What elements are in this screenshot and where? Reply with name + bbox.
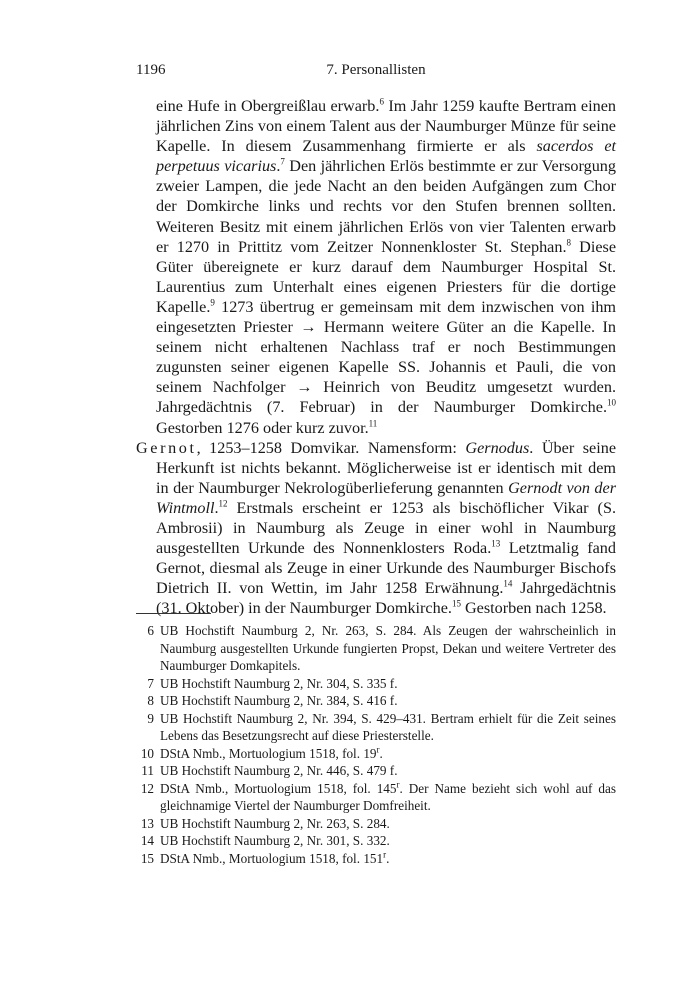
footnote-number: 7 [147,675,154,691]
text-run: , 1253–1258 Domvikar. Namensform: [196,438,466,457]
footnote [136,815,616,833]
footnote-ref[interactable]: 9 [210,297,215,308]
footnotes [136,622,616,867]
footnote-text: UB Hochstift Naumburg 2, Nr. 446, S. 479 f. [160,763,398,778]
footnote-number: 10 [140,745,154,761]
footnote-text-tail: . Der Name bezieht sich wohl auf das gleichnamige Viertel der Naumburger Domfreiheit. [160,780,616,813]
text-run: Erstmals erscheint er 1253 als bischöflicher Vikar (S. Ambrosii) in Naumburg als Zeuge in einer wohl in Naumburg ausgestellten Urkunde des Nonnenklosters Roda. [156,498,616,558]
running-title: 7. Personallisten [326,62,426,78]
text-run: Gestorben nach 1258. [460,599,607,618]
footnote-number: 6 [147,623,154,638]
footnote-number: 13 [140,815,154,831]
footnote-number: 12 [140,780,154,796]
footnote-ref[interactable]: 8 [566,237,571,248]
footnote-number: 11 [141,763,154,778]
footnote [136,745,616,763]
page-number: 1196 [136,62,166,78]
footnote-text: UB Hochstift Naumburg 2, Nr. 394, S. 429–431. Bertram erhielt für die Zeit seines Lebens das Besetzungsrecht auf diese Priesterstelle. [160,710,616,743]
footnote-text: UB Hochstift Naumburg 2, Nr. 384, S. 416 f. [160,693,398,708]
paragraph-bertram-continued [156,96,616,438]
folio-recto-mark: r [396,779,400,790]
text-run: Diese Güter übereignete er kurz darauf dem Naumburger Hospital St. Laurentius zum Unterhalt eines eigenen Priesters für die dortige Kapelle. [156,237,617,316]
text-run: . Über seine Herkunft ist nichts bekannt. Möglicherweise ist er identisch mit dem in der Naumburger Nekrologüberlieferung genannten [156,438,617,497]
text-run: . [214,498,219,517]
main-text [136,96,616,618]
text-run: . [276,157,281,176]
footnote-number: 14 [140,833,154,848]
footnote-ref[interactable]: 10 [607,398,616,409]
text-run: Gestorben 1276 oder kurz zuvor. [156,418,369,437]
footnote-text-tail: . [379,745,383,761]
text-run: Jahrgedächtnis (31. Oktober) in der Naumburger Domkirche. [156,579,616,618]
footnote-ref[interactable]: 15 [451,598,461,609]
footnote-text: UB Hochstift Naumburg 2, Nr. 301, S. 332. [160,833,390,848]
footnote [136,850,616,868]
text-run: 1273 übertrug er gemeinsam mit dem inzwischen von ihm eingesetzten Priester → Hermann weitere Güter an die Kapelle. In seinem nicht erhaltenen Nachlass traf er noch Bestimmungen zugunsten seiner eigenen Kapelle SS. Johannis et Pauli, die von seinem Nachfolger → Heinrich von Beuditz umgesetzt wurden. Jahrgedächtnis (7. Februar) in der Naumburger Domkirche. [156,297,616,417]
footnote-divider [136,613,211,614]
text-run: Im Jahr 1259 kaufte Bertram einen jährlichen Zins von einem Talent aus der Naumburger Münze für seine Kapelle. In diesem Zusammenhang firmierte er als [156,97,616,156]
footnote-number: 15 [140,850,154,866]
footnote-ref[interactable]: 11 [368,418,378,429]
footnote [136,622,616,675]
text-run: eine Hufe in Obergreißlau erwarb. [156,97,380,115]
footnote-text: UB Hochstift Naumburg 2, Nr. 263, S. 284. Als Zeugen der wahrscheinlich in Naumburg ausgestellten Urkunde fungierten Propst, Dekan und weitere Vertreter des Naumburger Domkapitels. [160,623,616,673]
text-run: Den jährlichen Erlös bestimmte er zur Versorgung zweier Lampen, die jede Nacht an den beiden Aufgängen zum Chor der Domkirche links und rechts vor den Stufen brennen sollten. Weiteren Besitz mit einem jährlichen Erlös von vier Talenten erwarb er 1270 in Prittitz vom Zeitzer Nonnenkloster St. Stephan. [156,157,616,256]
footnote-ref[interactable]: 6 [379,96,384,107]
footnote-number: 8 [147,693,154,708]
footnote [136,675,616,693]
italic-name-variant: Gernodt von der Wintmoll [156,478,617,517]
entry-gernot [136,438,617,619]
running-header [136,62,616,82]
footnote [136,832,616,850]
footnote-ref[interactable]: 13 [491,538,501,549]
footnote [136,710,616,745]
footnote-text: UB Hochstift Naumburg 2, Nr. 304, S. 335 f. [160,675,398,691]
footnote-text: DStA Nmb., Mortuologium 1518, fol. 145 [160,780,397,796]
entry-name: Gernot [136,438,197,457]
footnote [136,692,616,710]
footnote-ref[interactable]: 12 [218,498,228,509]
footnote-text-tail: . [386,850,390,866]
footnote [136,762,616,780]
footnote-ref[interactable]: 14 [503,578,513,589]
italic-name-form: Gernodus [465,438,530,457]
italic-quote: sacerdos et perpetuus vicarius [156,137,616,176]
footnote [136,780,616,815]
text-run: Letztmalig fand Gernot, diesmal als Zeuge in einer Urkunde des Naumburger Bischofs Dietrich II. von Wettin, im Jahr 1258 Erwähnung. [156,539,616,598]
footnote-ref[interactable]: 7 [280,156,285,167]
footnote-number: 9 [147,710,154,726]
footnote-text: DStA Nmb., Mortuologium 1518, fol. 19 [160,745,377,761]
footnote-text: UB Hochstift Naumburg 2, Nr. 263, S. 284. [160,815,390,831]
folio-recto-mark: r [376,744,380,755]
folio-recto-mark: r [383,849,387,860]
footnote-text: DStA Nmb., Mortuologium 1518, fol. 151 [160,850,384,866]
